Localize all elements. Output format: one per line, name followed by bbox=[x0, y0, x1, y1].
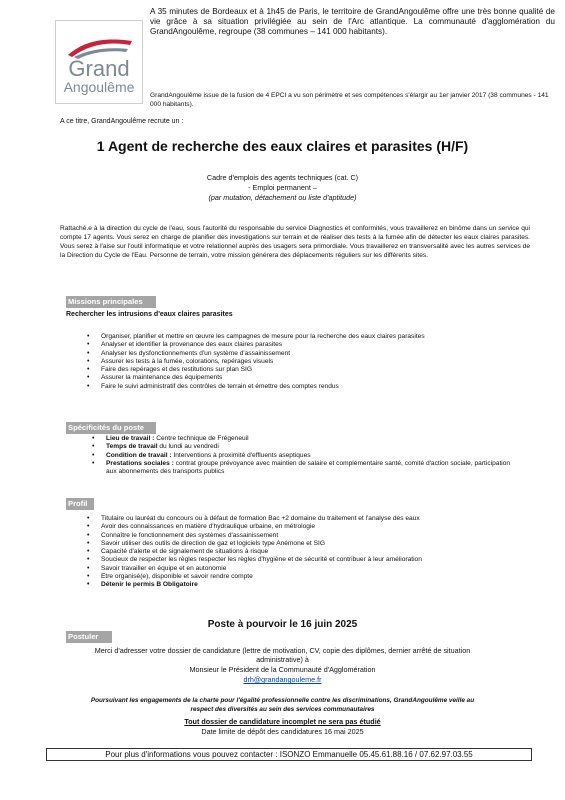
intro-paragraph: A 35 minutes de Bordeaux et à 1h45 de Paris, le territoire de GrandAngoulême offre une très bonne qualité de vie grâce à sa situation privilégiée au sein de l'Arc atlantique. La communauté d'agglomération du GrandAngoulême, regroupe (38 communes – 141 000 habitants). bbox=[150, 7, 555, 37]
specificites-list bbox=[92, 435, 522, 476]
charter-line-1: Poursuivant les engagements de la charte pour l'égalité professionnelle contre les discriminations, GrandAngoulême veille au bbox=[90, 697, 475, 704]
spec-label: Lieu de travail : bbox=[106, 435, 155, 442]
list-item: • Faire des repérages et des restitutions sur plan SIG bbox=[87, 366, 537, 374]
section-heading-missions: Missions principales bbox=[66, 296, 156, 308]
job-title: 1 Agent de recherche des eaux claires et parasites (H/F) bbox=[96, 138, 469, 154]
deadline-line: Date limite de dépôt des candidatures 16 mai 2025 bbox=[201, 727, 364, 736]
spec-label: Temps de travail bbox=[106, 443, 158, 451]
start-date-line: Poste à pourvoir le 16 juin 2025 bbox=[207, 619, 358, 630]
list-item bbox=[92, 452, 522, 460]
email-row bbox=[0, 675, 565, 684]
recruit-line: A ce titre, GrandAngoulême recrute un : bbox=[60, 118, 184, 125]
spec-label: Prestations sociales : bbox=[106, 459, 174, 467]
cadre-line: Cadre d'emplois des agents techniques (cat. C) bbox=[206, 173, 359, 182]
section-heading-postuler: Postuler bbox=[66, 631, 112, 643]
list-item: • Connaître le fonctionnement des systèmes d'assainissement bbox=[87, 532, 537, 540]
list-item: • Titulaire ou lauréat du concours ou à défaut de formation Bac +2 domaine du traitement et l'analyse des eaux bbox=[87, 515, 537, 523]
spec-text: contrat groupe prévoyance avec maintien de salaire et complémentaire santé, comité d'action sociale, participation aux abonnements des transports publics bbox=[106, 459, 511, 476]
list-item: • Soucieux de respecter les règles respecter les règles d'hygiène et de sécurité et contribuer à leur amélioration bbox=[87, 556, 537, 564]
apply-line-2: administrative) à bbox=[256, 655, 309, 664]
list-item: • Détenir le permis B Obligatoire bbox=[87, 581, 537, 589]
email-link[interactable]: drh@grandangouleme.fr bbox=[243, 675, 322, 684]
spec-label: Condition de travail : bbox=[106, 451, 172, 459]
job-description: Rattaché.e à la direction du cycle de l'eau, sous l'autorité du responsable du service Diagnostics et conformités, vous travaillerez en binôme dans un service qui compte 17 agents. Vous serez en charge de planifier des investigations sur terrain et de réaliser des tests à la fumée afin de détecter les eaux claires parasites. Vous serez à l'aise sur l'outil informatique et votre relationnel auprès des usagers sera primordiale. Vous travaillerez en transversalité avec les autres services de la Direction du Cycle de l'Eau. Personne de terrain, votre mission générera des déplacements réguliers sur les différents sites. bbox=[60, 225, 530, 259]
list-item bbox=[92, 460, 522, 477]
missions-subheading: Rechercher les intrusions d'eaux claires parasites bbox=[66, 311, 233, 318]
profil-list bbox=[87, 515, 537, 590]
incomplete-notice: Tout dossier de candidature incomplet ne sera pas étudié bbox=[184, 717, 381, 726]
intro-fusion-note: GrandAngoulême issue de la fusion de 4 EPCI a vu son périmètre et ses compétences s'élargir au 1er janvier 2017 (38 communes - 141 000 habitants). bbox=[150, 92, 549, 108]
list-item: • Faire le suivi administratif des contrôles de terrain et émettre des comptes rendus bbox=[87, 383, 537, 391]
spec-text: Centre technique de Frégeneuil bbox=[154, 435, 249, 442]
logo-word-grand: Grand bbox=[68, 56, 130, 81]
missions-list bbox=[87, 333, 537, 391]
spec-text: Interventions à proximité d'effluents aseptiques bbox=[171, 451, 311, 459]
list-item: • Savoir travailler en équipe et en autonomie bbox=[87, 565, 537, 573]
list-item: • Analyser et identifier la provenance des eaux claires parasites bbox=[87, 341, 537, 349]
contact-footer: Pour plus d'informations vous pouvez contacter : ISONZO Emmanuelle 05.45.61.88.16 / 07.62.97.03.55 bbox=[46, 748, 532, 761]
list-item: • Organiser, planifier et mettre en œuvre les campagnes de mesure pour la recherche des eaux claires parasites bbox=[87, 333, 537, 341]
recruitment-mode-line: (par mutation, détachement ou liste d'aptitude) bbox=[208, 193, 357, 202]
charter-line-2: respect des diversités au sein des services communautaires bbox=[190, 706, 375, 713]
list-item: • Etre organisé(e), disponible et savoir rendre compte bbox=[87, 573, 537, 581]
apply-line-1: Merci d'adresser votre dossier de candidature (lettre de motivation, CV, copie des diplômes, dernier arrêté de situation bbox=[94, 646, 471, 655]
list-item: • Assurer la maintenance des équipements bbox=[87, 374, 537, 382]
list-item: • Capacité d'alerte et de signalement de situations à risque bbox=[87, 548, 537, 556]
grandangouleme-logo bbox=[55, 20, 143, 104]
list-item: • Assurer les tests à la fumée, colorations, repérages visuels bbox=[87, 358, 537, 366]
emploi-permanent-line: - Emploi permanent – bbox=[248, 183, 317, 192]
list-item: • Avoir des connaissances en matière d'hydraulique urbaine, en métrologie bbox=[87, 523, 537, 531]
apply-line-3: Monsieur le Président de la Communauté d'Agglomération bbox=[189, 665, 376, 674]
list-item: • Savoir utiliser des outils de direction de gaz et logiciels type Anémone et SIG bbox=[87, 540, 537, 548]
section-heading-profil: Profil bbox=[66, 498, 94, 510]
list-item bbox=[92, 443, 522, 451]
list-item bbox=[92, 435, 522, 443]
spec-text: du lundi au vendredi bbox=[157, 443, 219, 451]
logo-word-angouleme: Angoulême bbox=[63, 79, 135, 95]
section-heading-specificites: Spécificités du poste bbox=[66, 422, 156, 434]
list-item: • Analyser les dysfonctionnements d'un système d'assainissement bbox=[87, 350, 537, 358]
